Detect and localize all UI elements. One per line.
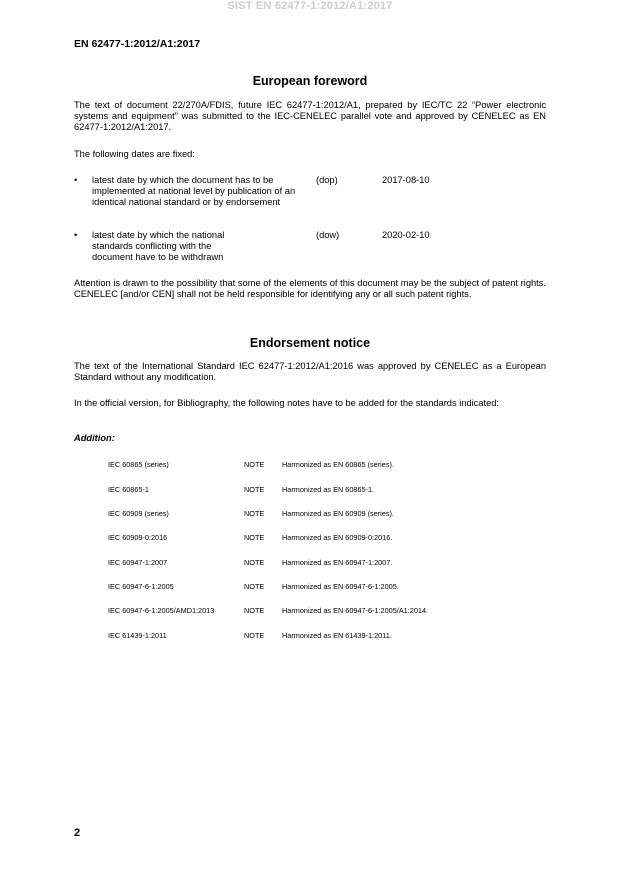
note-standard: IEC 60947-1:2007 (108, 558, 168, 567)
note-standard: IEC 60947-6-1:2005 (108, 582, 174, 591)
note-label: NOTE (244, 558, 265, 567)
bullet-marker: • (74, 230, 78, 240)
bullet-marker: • (74, 175, 78, 185)
foreword-paragraph: The text of document 22/270A/FDIS, future IEC 62477-1:2012/A1, prepared by IEC/TC 22 “Power electronic systems and equipment” was submitted to the IEC-CENELEC parallel vote and approved by CENELEC as EN 62477-1:2012/A1:2017. (74, 100, 546, 133)
foreword-title: European foreword (252, 74, 368, 88)
endorsement-paragraph: The text of the International Standard IEC 62477-1:2012/A1:2016 was approved by CENELEC as a European Standard without any modification. (74, 361, 546, 383)
note-text: Harmonized as EN 60947-1:2007. (282, 558, 393, 567)
note-label: NOTE (244, 460, 265, 469)
date-item-text: latest date by which the document has to be implemented at national level by publication of an identical national standard or by endorsement (92, 175, 296, 208)
date-item-date: 2020-02-10 (382, 230, 430, 240)
note-text: Harmonized as EN 60865-1. (282, 485, 375, 494)
note-standard: IEC 60865 (series) (108, 460, 169, 469)
watermark: SIST EN 62477-1:2012/A1:2017 (227, 0, 393, 12)
note-label: NOTE (244, 485, 265, 494)
note-standard: IEC 60909 (series) (108, 509, 169, 518)
note-text: Harmonized as EN 60909 (series). (282, 509, 394, 518)
note-standard: IEC 60909-0:2016 (108, 533, 168, 542)
note-label: NOTE (244, 533, 265, 542)
note-text: Harmonized as EN 61439-1:2011. (282, 631, 392, 640)
note-text: Harmonized as EN 60947-6-1:2005/A1:2014. (282, 606, 429, 615)
date-item-date: 2017-08-10 (382, 175, 430, 185)
bibliography-paragraph: In the official version, for Bibliography, the following notes have to be added for the standards indicated: (74, 398, 499, 408)
dates-intro: The following dates are fixed: (74, 149, 195, 159)
date-item-code: (dow) (316, 230, 340, 240)
note-text: Harmonized as EN 60909-0:2016. (282, 533, 393, 542)
page-number: 2 (74, 827, 81, 839)
note-text: Harmonized as EN 60865 (series). (282, 460, 394, 469)
note-text: Harmonized as EN 60947-6-1:2005. (282, 582, 399, 591)
date-item-dop (74, 175, 474, 221)
endorsement-title: Endorsement notice (249, 336, 371, 350)
date-item-dow (74, 230, 474, 266)
patent-attention: Attention is drawn to the possibility that some of the elements of this document may be the subject of patent rights. CENELEC [and/or CEN] shall not be held responsible for identifying any or all such patent rights. (74, 278, 546, 300)
addition-label: Addition: (74, 433, 115, 443)
date-item-text: latest date by which the national standards conflicting with the document have to be withdrawn (92, 230, 225, 263)
note-standard: IEC 60947-6-1:2005/AMD1:2013 (108, 606, 215, 615)
note-standard: IEC 60865-1 (108, 485, 149, 494)
document-id-header: EN 62477-1:2012/A1:2017 (74, 38, 201, 50)
note-label: NOTE (244, 631, 265, 640)
note-standard: IEC 61439-1:2011 (108, 631, 167, 640)
note-label: NOTE (244, 582, 265, 591)
note-label: NOTE (244, 509, 265, 518)
note-label: NOTE (244, 606, 265, 615)
date-item-code: (dop) (316, 175, 338, 185)
